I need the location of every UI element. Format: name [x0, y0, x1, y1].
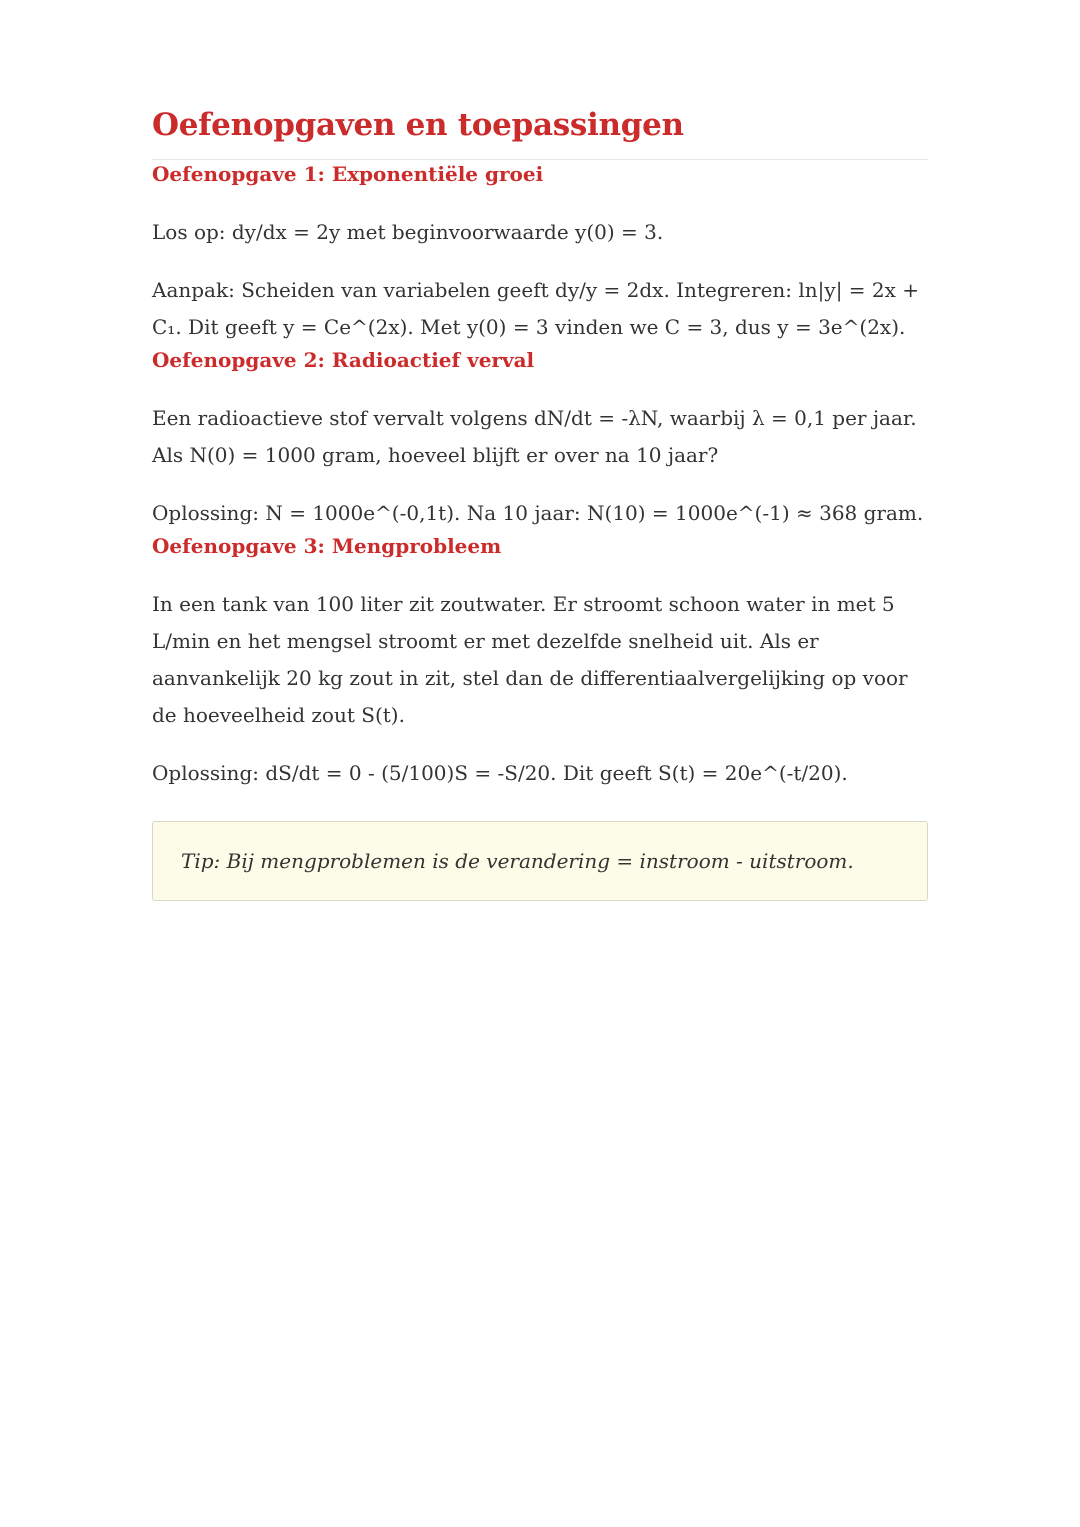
tip-text: Tip: Bij mengproblemen is de verandering = instroom - uitstroom. [181, 849, 854, 873]
exercise-1-approach: Aanpak: Scheiden van variabelen geeft dy/y = 2dx. Integreren: ln|y| = 2x + C₁. Dit geeft y = Ce^(2x). Met y(0) = 3 vinden we C = 3, dus y = 3e^(2x). [152, 278, 920, 339]
exercise-1-heading: Oefenopgave 1: Exponentiële groei [152, 162, 544, 186]
tip-box [152, 821, 928, 901]
exercise-2-solution: Oplossing: N = 1000e^(-0,1t). Na 10 jaar: N(10) = 1000e^(-1) ≈ 368 gram. [152, 501, 924, 525]
exercise-2-heading: Oefenopgave 2: Radioactief verval [152, 348, 535, 372]
exercise-3 [152, 532, 928, 792]
page-title: Oefenopgaven en toepassingen [152, 107, 684, 143]
exercise-3-question: In een tank van 100 liter zit zoutwater. Er stroomt schoon water in met 5 L/min en het mengsel stroomt er met dezelfde snelheid uit. Als er aanvankelijk 20 kg zout in zit, stel dan de differentiaalvergelijking op voor de hoeveelheid zout S(t). [152, 592, 908, 727]
exercise-1 [152, 160, 928, 346]
exercise-3-solution: Oplossing: dS/dt = 0 - (5/100)S = -S/20. Dit geeft S(t) = 20e^(-t/20). [152, 761, 848, 785]
exercise-2 [152, 346, 928, 532]
exercise-3-heading: Oefenopgave 3: Mengprobleem [152, 534, 502, 558]
exercise-1-question: Los op: dy/dx = 2y met beginvoorwaarde y(0) = 3. [152, 220, 664, 244]
document-page [152, 100, 928, 901]
exercise-2-question: Een radioactieve stof vervalt volgens dN/dt = -λN, waarbij λ = 0,1 per jaar. Als N(0) = 1000 gram, hoeveel blijft er over na 10 jaar? [152, 406, 917, 467]
